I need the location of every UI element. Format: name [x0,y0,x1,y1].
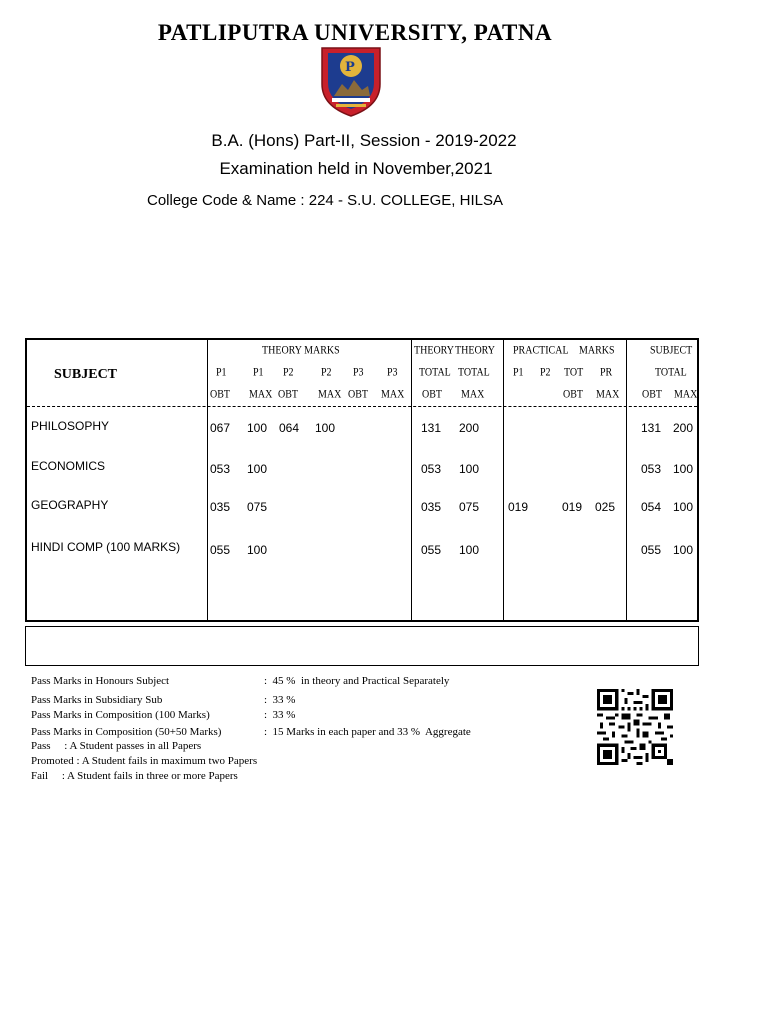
college-line: College Code & Name : 224 - S.U. COLLEGE, HILSA [147,192,503,209]
col-header: PR [600,366,613,379]
col-header: TOTAL [458,366,490,379]
col-header: OBT [563,388,583,401]
col-header: OBT [348,388,368,401]
subject-name: HINDI COMP (100 MARKS) [31,540,181,554]
subject-total-obt: 131 [641,421,662,435]
col-header: P1 [216,366,227,379]
subject-total-obt: 053 [641,462,662,476]
col-header: P2 [321,366,332,379]
col-header: P3 [387,366,398,379]
theory-total-max: 075 [459,500,480,514]
theory-total-max: 100 [459,462,480,476]
qr-code [595,689,675,765]
note-value: : 33 % [264,694,296,706]
practical-max: 025 [595,500,616,514]
remarks-box [25,626,699,666]
subject-name: ECONOMICS [31,459,106,473]
note-line: Fail : A Student fails in three or more Papers [31,770,238,782]
p1-max: 100 [247,543,268,557]
marks-table [25,338,699,622]
col-header: OBT [422,388,442,401]
subject-name: PHILOSOPHY [31,419,110,433]
p1-obt: 055 [210,543,231,557]
university-title: PATLIPUTRA UNIVERSITY, PATNA [157,20,553,45]
university-logo [318,44,384,118]
p1-max: 100 [247,462,268,476]
theory-total-obt: 055 [421,543,442,557]
note-label: Pass Marks in Composition (50+50 Marks) [31,726,222,738]
col-header: MAX [318,388,342,401]
note-value: : 45 % in theory and Practical Separately [264,675,450,687]
note-line: Promoted : A Student fails in maximum two Papers [31,755,258,767]
p1-max: 100 [247,421,268,435]
col-header: OBT [278,388,298,401]
theory-total-max: 200 [459,421,480,435]
table-divider [411,340,412,620]
table-divider [207,340,208,620]
note-label: Pass Marks in Honours Subject [31,675,170,687]
p1-max: 075 [247,500,268,514]
note-label: Pass Marks in Subsidiary Sub [31,694,163,706]
subject-total-max: 100 [673,500,694,514]
theory-total-max: 100 [459,543,480,557]
p2-max: 100 [315,421,336,435]
theory-total-obt: 131 [421,421,442,435]
theory-header: THEORY [414,344,454,357]
col-header: OBT [210,388,230,401]
subject-total-max: 100 [673,543,694,557]
col-header: TOT [564,366,584,379]
col-header: MAX [461,388,485,401]
note-label: Pass Marks in Composition (100 Marks) [31,709,210,721]
theory-header: THEORY [455,344,495,357]
theory-total-obt: 035 [421,500,442,514]
subject-total-obt: 055 [641,543,662,557]
col-header: OBT [642,388,662,401]
svg-text:P: P [345,60,355,75]
note-value: : 33 % [264,709,296,721]
p1-obt: 035 [210,500,231,514]
table-divider [503,340,504,620]
header-separator [27,406,697,407]
col-header: MAX [674,388,698,401]
course-title: B.A. (Hons) Part-II, Session - 2019-2022 [211,131,517,150]
col-header: MAX [596,388,620,401]
p1-obt: 067 [210,421,231,435]
theory-marks-header: THEORY MARKS [262,344,340,357]
practical-p1: 019 [508,500,529,514]
col-header: P2 [283,366,294,379]
practical-header: PRACTICAL [513,344,569,357]
table-divider [626,340,627,620]
subject-header: SUBJECT [54,367,118,382]
subject-total-header: SUBJECT [650,344,693,357]
subject-total-max: 200 [673,421,694,435]
theory-total-obt: 053 [421,462,442,476]
col-header: P2 [540,366,551,379]
subject-total-obt: 054 [641,500,662,514]
col-header: P1 [253,366,264,379]
col-header: MAX [249,388,273,401]
exam-title: Examination held in November,2021 [219,159,493,178]
col-header: P3 [353,366,364,379]
marks-header: MARKS [579,344,615,357]
p1-obt: 053 [210,462,231,476]
note-line: Pass : A Student passes in all Papers [31,740,202,752]
subject-name: GEOGRAPHY [31,498,109,512]
note-value: : 15 Marks in each paper and 33 % Aggregate [264,726,471,738]
col-header: TOTAL [655,366,687,379]
subject-total-max: 100 [673,462,694,476]
col-header: MAX [381,388,405,401]
p2-obt: 064 [279,421,300,435]
practical-tot: 019 [562,500,583,514]
col-header: TOTAL [419,366,451,379]
col-header: P1 [513,366,524,379]
